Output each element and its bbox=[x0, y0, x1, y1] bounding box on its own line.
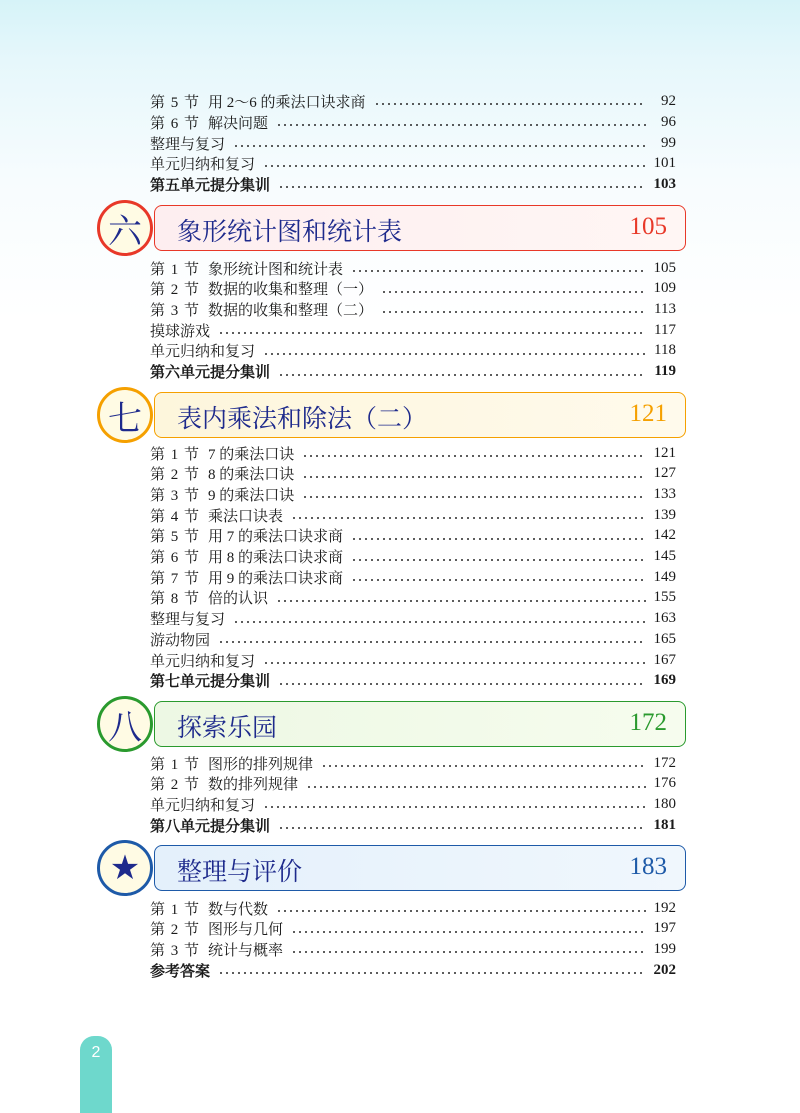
entry-page: 139 bbox=[653, 506, 676, 523]
leader-dots bbox=[351, 270, 646, 272]
entry-title: 统计与概率 bbox=[208, 942, 284, 959]
toc-entry[interactable] bbox=[150, 774, 676, 794]
unit-title: 表内乘法和除法（二） bbox=[177, 404, 428, 433]
entry-title: 单元归纳和复习 bbox=[150, 653, 256, 670]
section-number: 第 6 节 bbox=[150, 550, 201, 566]
section-number: 第 3 节 bbox=[150, 487, 201, 504]
toc-entry[interactable] bbox=[150, 526, 676, 546]
toc-entry[interactable] bbox=[150, 341, 676, 361]
unit-page: 172 bbox=[629, 709, 667, 736]
toc-entry[interactable] bbox=[150, 919, 676, 939]
entry-page: 192 bbox=[653, 899, 676, 916]
unit-header[interactable] bbox=[154, 701, 686, 747]
leader-dots bbox=[374, 103, 646, 105]
entry-title: 倍的认识 bbox=[208, 591, 269, 608]
entry-page: 167 bbox=[653, 651, 676, 668]
entry-page: 117 bbox=[654, 321, 676, 338]
section-number: 第 3 节 bbox=[150, 942, 201, 959]
section-number: 第 5 节 bbox=[150, 94, 201, 111]
leader-dots bbox=[233, 145, 646, 147]
section-number: 第 6 节 bbox=[150, 115, 201, 132]
entry-page: 127 bbox=[653, 465, 676, 482]
section-number: 第 4 节 bbox=[150, 508, 201, 525]
section-number: 第 1 节 bbox=[150, 261, 201, 278]
toc-entry[interactable] bbox=[150, 320, 676, 340]
leader-dots bbox=[276, 910, 646, 912]
entry-title: 第八单元提分集训 bbox=[150, 818, 271, 835]
unit-header[interactable] bbox=[154, 205, 686, 251]
entry-page: 180 bbox=[653, 795, 676, 812]
entry-title: 图形的排列规律 bbox=[208, 756, 314, 773]
toc-entry[interactable] bbox=[150, 939, 676, 959]
leader-dots bbox=[263, 806, 646, 808]
toc-entry[interactable] bbox=[150, 464, 676, 484]
entry-title: 单元归纳和复习 bbox=[150, 156, 256, 173]
toc-entry[interactable] bbox=[150, 279, 676, 299]
section-number: 第 1 节 bbox=[150, 756, 201, 773]
entry-title: 9 的乘法口诀 bbox=[208, 487, 295, 504]
entry-title: 第五单元提分集训 bbox=[150, 177, 271, 194]
toc-entry[interactable] bbox=[150, 133, 676, 153]
leader-dots bbox=[321, 765, 646, 767]
unit-header[interactable] bbox=[154, 392, 686, 438]
unit-badge: ★ bbox=[97, 840, 153, 896]
page-number-tab bbox=[80, 1036, 112, 1113]
entry-title: 数据的收集和整理（一） bbox=[208, 282, 374, 299]
section-number: 第 2 节 bbox=[150, 467, 201, 484]
page-number: 2 bbox=[91, 1044, 101, 1061]
entry-page: 113 bbox=[654, 300, 676, 317]
entry-title: 象形统计图和统计表 bbox=[208, 261, 344, 278]
leader-dots bbox=[278, 827, 646, 829]
entry-page: 92 bbox=[661, 92, 676, 109]
entry-title: 用 8 的乘法口诀求商 bbox=[208, 550, 344, 566]
entry-title: 单元归纳和复习 bbox=[150, 797, 256, 814]
toc-entry[interactable] bbox=[150, 484, 676, 504]
entry-page: 197 bbox=[653, 920, 676, 937]
leader-dots bbox=[263, 353, 646, 355]
leader-dots bbox=[351, 579, 646, 581]
toc-entry[interactable] bbox=[150, 650, 676, 670]
leader-dots bbox=[263, 165, 646, 167]
unit-badge: 六 bbox=[97, 200, 153, 256]
entry-title: 图形与几何 bbox=[208, 922, 284, 939]
leader-dots bbox=[276, 124, 646, 126]
toc-entry[interactable] bbox=[150, 588, 676, 608]
section-number: 第 1 节 bbox=[150, 446, 201, 463]
entry-page: 176 bbox=[653, 775, 676, 792]
entry-page: 155 bbox=[653, 589, 676, 606]
entry-title: 整理与复习 bbox=[150, 136, 226, 153]
entry-title: 数与代数 bbox=[208, 901, 269, 918]
entry-title: 7 的乘法口诀 bbox=[208, 446, 295, 463]
unit-page: 105 bbox=[629, 213, 667, 240]
leader-dots bbox=[291, 951, 646, 953]
leader-dots bbox=[381, 291, 646, 293]
entry-page: 172 bbox=[653, 754, 676, 771]
toc-entry[interactable] bbox=[150, 629, 676, 649]
entry-title: 用 2～6 的乘法口诀求商 bbox=[208, 94, 366, 111]
leader-dots bbox=[276, 600, 646, 602]
section-number: 第 2 节 bbox=[150, 922, 201, 939]
leader-dots bbox=[381, 311, 646, 313]
entry-page: 165 bbox=[653, 630, 676, 647]
leader-dots bbox=[278, 683, 646, 685]
toc-entry[interactable] bbox=[150, 91, 676, 111]
toc-entry[interactable] bbox=[150, 671, 676, 691]
leader-dots bbox=[218, 332, 646, 334]
section-number: 第 5 节 bbox=[150, 529, 201, 546]
entry-page: 142 bbox=[653, 527, 676, 544]
entry-page: 133 bbox=[653, 485, 676, 502]
section-number: 第 2 节 bbox=[150, 282, 201, 299]
leader-dots bbox=[278, 374, 646, 376]
entry-title: 第六单元提分集训 bbox=[150, 365, 271, 381]
section-number: 第 1 节 bbox=[150, 901, 201, 918]
leader-dots bbox=[302, 455, 646, 457]
leader-dots bbox=[291, 931, 646, 933]
entry-page: 149 bbox=[653, 568, 676, 585]
entry-page: 105 bbox=[653, 259, 676, 276]
entry-page: 103 bbox=[653, 175, 676, 192]
entry-title: 摸球游戏 bbox=[150, 323, 211, 340]
leader-dots bbox=[218, 641, 646, 643]
unit-header[interactable] bbox=[154, 845, 686, 891]
leader-dots bbox=[302, 496, 646, 498]
toc-entry[interactable] bbox=[150, 898, 676, 918]
toc-entry[interactable] bbox=[150, 960, 676, 980]
entry-title: 第七单元提分集训 bbox=[150, 674, 271, 691]
entry-page: 199 bbox=[653, 940, 676, 957]
toc-entry[interactable] bbox=[150, 547, 676, 567]
entry-page: 118 bbox=[654, 342, 676, 359]
toc-entry[interactable] bbox=[150, 174, 676, 194]
entry-title: 8 的乘法口诀 bbox=[208, 467, 295, 484]
leader-dots bbox=[263, 662, 646, 664]
unit-page: 183 bbox=[629, 853, 667, 880]
toc-entry[interactable] bbox=[150, 794, 676, 814]
toc-entry[interactable] bbox=[150, 815, 676, 835]
entry-page: 101 bbox=[653, 154, 676, 171]
entry-page: 163 bbox=[653, 610, 676, 627]
entry-title: 参考答案 bbox=[150, 963, 211, 980]
entry-title: 用 9 的乘法口诀求商 bbox=[208, 570, 344, 587]
toc-entry[interactable] bbox=[150, 753, 676, 773]
entry-page: 169 bbox=[653, 672, 676, 689]
unit-title: 象形统计图和统计表 bbox=[177, 217, 403, 246]
unit-title: 探索乐园 bbox=[177, 713, 278, 742]
leader-dots bbox=[351, 559, 646, 561]
leader-dots bbox=[278, 186, 646, 188]
leader-dots bbox=[291, 517, 646, 519]
toc-entry[interactable] bbox=[150, 258, 676, 278]
entry-page: 99 bbox=[661, 134, 676, 151]
leader-dots bbox=[233, 621, 646, 623]
entry-title: 单元归纳和复习 bbox=[150, 344, 256, 361]
toc-entry[interactable] bbox=[150, 609, 676, 629]
entry-title: 乘法口诀表 bbox=[208, 508, 284, 525]
section-number: 第 7 节 bbox=[150, 570, 201, 587]
entry-title: 数的排列规律 bbox=[208, 777, 299, 794]
leader-dots bbox=[351, 538, 646, 540]
unit-badge: 七 bbox=[97, 387, 153, 443]
unit-title: 整理与评价 bbox=[177, 857, 303, 886]
entry-page: 96 bbox=[661, 113, 676, 130]
section-number: 第 2 节 bbox=[150, 777, 201, 794]
entry-page: 121 bbox=[653, 444, 676, 461]
entry-page: 202 bbox=[653, 961, 676, 978]
entry-page: 181 bbox=[653, 816, 676, 833]
leader-dots bbox=[218, 972, 646, 974]
section-number: 第 3 节 bbox=[150, 302, 201, 319]
leader-dots bbox=[302, 476, 646, 478]
unit-page: 121 bbox=[629, 400, 667, 427]
entry-page: 145 bbox=[653, 548, 676, 564]
toc-entry[interactable] bbox=[150, 567, 676, 587]
toc-entry[interactable] bbox=[150, 362, 676, 382]
entry-page: 109 bbox=[653, 280, 676, 297]
entry-title: 用 7 的乘法口诀求商 bbox=[208, 529, 344, 546]
toc-entry[interactable] bbox=[150, 299, 676, 319]
section-number: 第 8 节 bbox=[150, 591, 201, 608]
toc-entry[interactable] bbox=[150, 112, 676, 132]
toc-entry[interactable] bbox=[150, 505, 676, 525]
entry-title: 解决问题 bbox=[208, 115, 269, 132]
entry-title: 整理与复习 bbox=[150, 612, 226, 629]
entry-page: 119 bbox=[654, 363, 676, 379]
toc-entry[interactable] bbox=[150, 153, 676, 173]
entry-title: 游动物园 bbox=[150, 632, 211, 649]
toc-entry[interactable] bbox=[150, 443, 676, 463]
leader-dots bbox=[306, 786, 646, 788]
unit-badge: 八 bbox=[97, 696, 153, 752]
entry-title: 数据的收集和整理（二） bbox=[208, 302, 374, 319]
